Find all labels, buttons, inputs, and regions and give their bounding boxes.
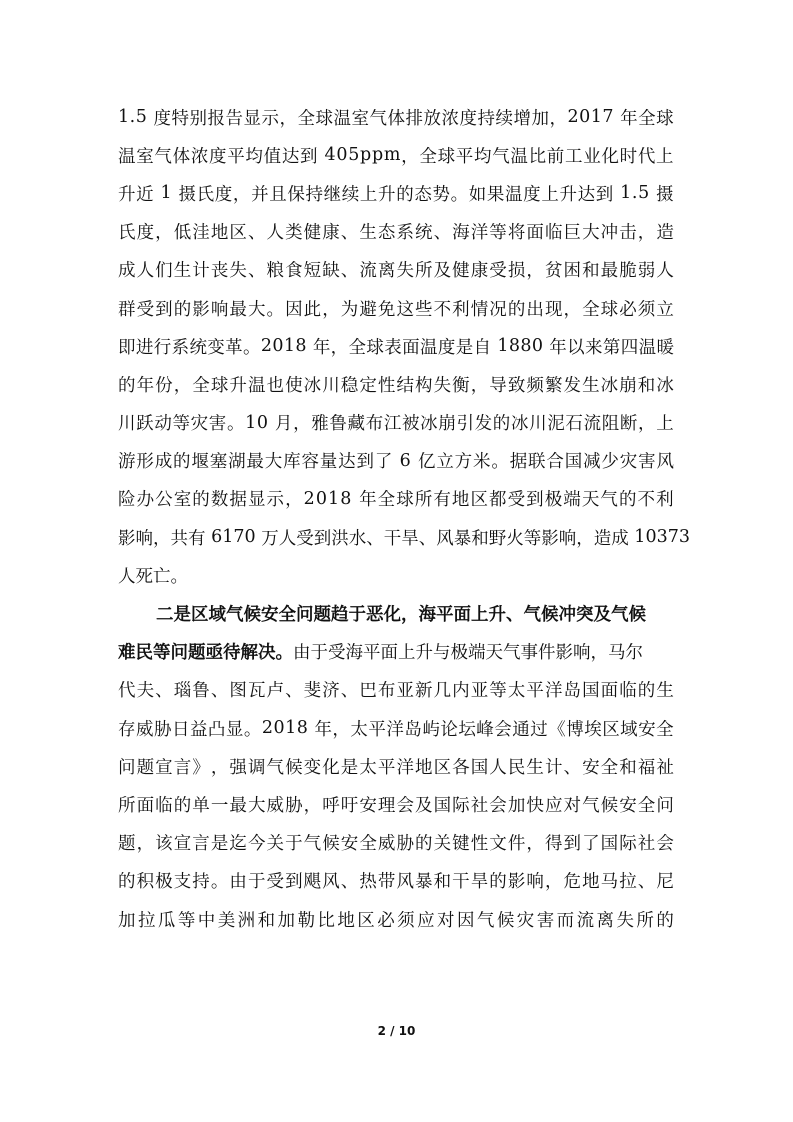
paragraph-2 [118, 594, 674, 938]
text-line: 的 年 份 ， 全 球 升 温 也 使 冰 川 稳 定 性 结 构 失 衡 ， 导 致 频 繁 发 生 冰 崩 和 冰 [118, 375, 674, 396]
text-line: 题 ， 该 宣 言 是 迄 今 关 于 气 候 安 全 威 胁 的 关 键 性 文 件 ， 得 到 了 国 际 社 会 [118, 834, 674, 855]
text-line: 升 近 1 摄 氏 度 ， 并 且 保 持 继 续 上 升 的 态 势 。 如 果 温 度 上 升 达 到 1 . 5 摄 [118, 183, 674, 205]
paragraph-1 [118, 98, 690, 594]
text-line: 游 形 成 的 堰 塞 湖 最 大 库 容 量 达 到 了 6 亿 立 方 米 。 据 联 合 国 减 少 灾 害 风 [118, 450, 674, 473]
text-line: 加 拉 瓜 等 中 美 洲 和 加 勒 比 地 区 必 须 应 对 因 气 候 灾 害 而 流 离 失 所 的 [118, 910, 674, 931]
text-line: 的 积 极 支 持 。 由 于 受 到 飓 风 、 热 带 风 暴 和 干 旱 的 影 响 ， 危 地 马 拉 、 尼 [118, 872, 674, 893]
text-line: 险 办 公 室 的 数 据 显 示 ， 2 0 1 8 年 全 球 所 有 地 区 都 受 到 极 端 天 气 的 不 利 [118, 488, 674, 511]
text-line [118, 633, 674, 671]
page-number: 2 / 10 [377, 1024, 416, 1038]
heading-text-continued: 难民等问题亟待解决。 [118, 643, 293, 664]
text-line: 存 威 胁 日 益 凸 显 。 2 0 1 8 年 ， 太 平 洋 岛 屿 论 坛 峰 会 通 过 《 博 埃 区 域 安 全 [118, 718, 674, 740]
text-line: 影 响 ， 共 有 6 1 7 0 万 人 受 到 洪 水 、 干 旱 、 风 暴 和 野 火 等 影 响 ， 造 成 1 0 3 7 3 [118, 527, 690, 549]
text-line: 1 . 5 度 特 别 报 告 显 示 ， 全 球 温 室 气 体 排 放 浓 度 持 续 增 加 ， 2 0 1 7 年 全 球 [118, 107, 674, 129]
text-line: 人死亡。 [118, 566, 188, 587]
text-line: 温 室 气 体 浓 度 平 均 值 达 到 4 0 5 p p m ， 全 球 平 均 气 温 比 前 工 业 化 时 代 上 [118, 145, 674, 167]
heading-text: 二是区域气候安全问题趋于恶化，海平面上升、气候冲突及气候 [156, 605, 646, 626]
text-line: 代 夫 、 瑙 鲁 、 图 瓦 卢 、 斐 济 、 巴 布 亚 新 几 内 亚 等 太 平 洋 岛 国 面 临 的 生 [118, 681, 674, 702]
section-heading [118, 594, 674, 632]
text-line: 群 受 到 的 影 响 最 大 。 因 此 ， 为 避 免 这 些 不 利 情 况 的 出 现 ， 全 球 必 须 立 [118, 299, 674, 320]
text-line: 川 跃 动 等 灾 害 。 1 0 月 ， 雅 鲁 藏 布 江 被 冰 崩 引 发 的 冰 川 泥 石 流 阻 断 ， 上 [118, 412, 674, 435]
text-line: 所 面 临 的 单 一 最 大 威 胁 ， 呼 吁 安 理 会 及 国 际 社 会 加 快 应 对 气 候 安 全 问 [118, 795, 674, 816]
text-line: 氏 度 ， 低 洼 地 区 、 人 类 健 康 、 生 态 系 统 、 海 洋 等 将 面 临 巨 大 冲 击 ， 造 [118, 223, 674, 244]
text-segment: 由于受海平面上升与极端天气事件影响，马尔 [293, 643, 643, 664]
document-body [118, 98, 690, 938]
text-line: 问 题 宣 言 》 ， 强 调 气 候 变 化 是 太 平 洋 地 区 各 国 人 民 生 计 、 安 全 和 福 祉 [118, 757, 674, 778]
text-line: 成 人 们 生 计 丧 失 、 粮 食 短 缺 、 流 离 失 所 及 健 康 受 损 ， 贫 困 和 最 脆 弱 人 [118, 261, 674, 282]
text-line: 即 进 行 系 统 变 革 。 2 0 1 8 年 ， 全 球 表 面 温 度 是 自 1 8 8 0 年 以 来 第 四 温 暖 [118, 336, 674, 358]
